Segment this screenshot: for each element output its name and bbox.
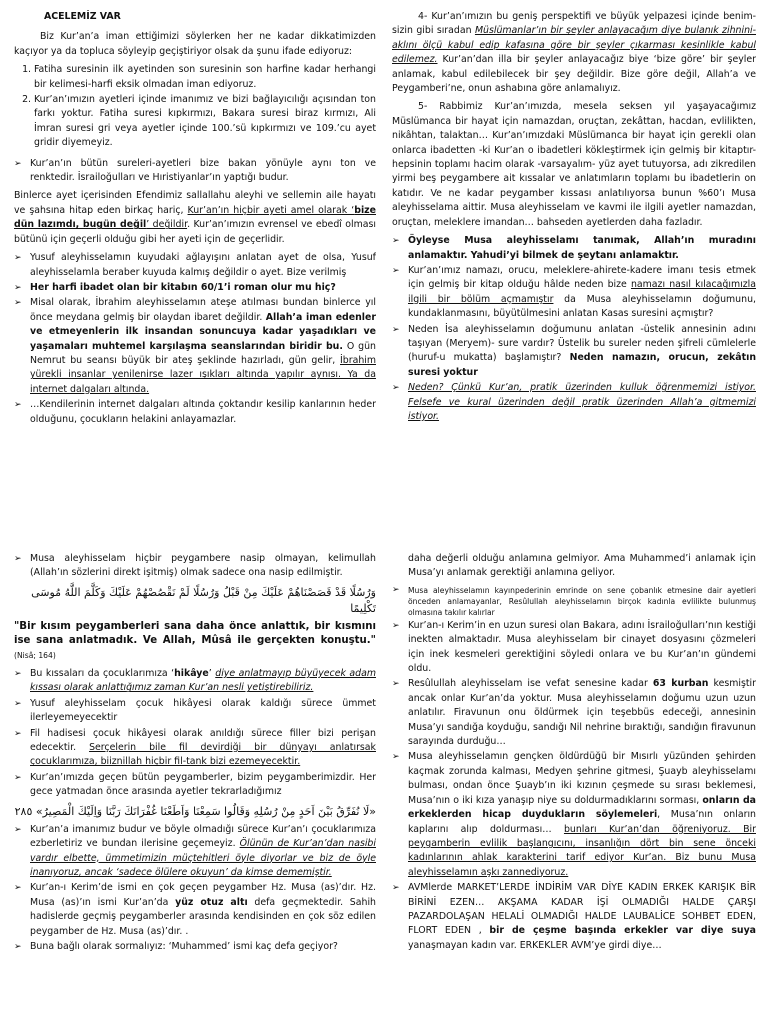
text-run: da Musa aleyhisselamın doğumunu, kundaklanmasını, büyütülmesini anlatan Kasas suresini açmıştır? [408, 293, 756, 320]
list-item [392, 881, 756, 953]
list-item: ➢ Musa aleyhisselamın kayınpederinin emrinde on sene çobanlık etmesine dair ayetleri önceden anlamayanlar, Resûlullah aleyhisselamın birçok kadınla evlilikte bulunmuş olmasına takılır kalırlar [392, 585, 756, 618]
list-item [14, 727, 376, 770]
column-right-bottom [392, 552, 756, 1024]
arrow-list [392, 585, 756, 953]
text-run: Bu kıssaları da çocuklarımıza ‘ [30, 668, 175, 680]
list-item: ➢ Öyleyse Musa aleyhisselamı tanımak, Allah’ın muradını anlamaktır. Yahudi’yi bilmek de şeytanı anlamaktır. [392, 234, 756, 263]
arrow-list [14, 823, 376, 955]
text-run: O gün Nemrut bu seansı büyük bir ateş şeklinde hazırladı, gün gelir, [30, 340, 376, 366]
list-item [392, 750, 756, 880]
list-item: ➢ Her harfi ibadet olan bir kitabın 60/1’i roman olur mu hiç? [14, 281, 376, 295]
bold-text: onların da erkeklerden hicap duydukların [408, 794, 756, 821]
text-run: Neden İsa aleyhisselamın doğumunu anlatan -üstelik annesinin adını taşıyan (Meryem)- sure vardır? Üstelik bu sureler neden şifreli cümlelerle (huruf-u mukatta) başlamıştır? [408, 323, 756, 364]
document-title: ACELEMİZ VAR [44, 11, 121, 22]
text-run: Fil hadisesi çocuk hikâyesi olarak anıldığı sürece filler bizi perişan edecektir. [30, 727, 376, 754]
column-left-top [14, 10, 376, 538]
bold-underlined-text: bize dün lazımdı, bugün değil [14, 204, 376, 231]
list-item: ➢ Yusuf aleyhisselam çocuk hikâyesi olarak kaldığı sürece ümmet ilerleyemeyecektir [14, 697, 376, 726]
bold-text: yüz otuz altı [175, 896, 248, 908]
intro-paragraph: Biz Kur’an’a iman ettiğimizi söylerken her ne kadar dikkatimizden kaçıyor ya da topluca söyleyip geçiştiriyor olsak da şunu ifade ediyoruz: [14, 31, 376, 57]
text-run: Resûlullah aleyhisselam ise vefat senesine kadar [408, 678, 653, 690]
text-run: ’ [208, 668, 216, 680]
text-run: Misal olarak, İbrahim aleyhisselamın ateşe atılması bundan binlerce yıl önce meydana gelmiş bir olaydan ibaret değildir. [30, 297, 376, 323]
text-run: yanaşmayan kadın var. ERKEKLER AVM’ye girdi diye… [408, 939, 662, 951]
underlined-text: Serçelerin bile fil devirdiği bir dünyayı anlatırsak çocuklarımıza, biiznillah hiçbir fil-tank bizi ezemeyecektir. [30, 742, 376, 768]
arrow-list [14, 667, 376, 800]
list-item [392, 677, 756, 749]
list-item: 2. Kur’an’ımızın ayetleri içinde imanımız ve bizi bağlayıcılığı açısından ton farkı yoktur. Fatiha suresi kıpkırmızı, Bakara suresi biraz kırmızı, Ali İmran suresi gri veya ayetler içinde 100.’sü kıpkırmızı ve 109.’cu ayet gridir diyemeyiz. [34, 93, 376, 151]
arabic-verse: وَرُسُلًا قَدْ قَصَصْنَاهُمْ عَلَيْكَ مِنْ قَبْلُ وَرُسُلًا لَمْ نَقْصُصْهُمْ عَلَيْكَ وَكَلَّمَ اللَّهُ مُوسَى تَكْلِيمًا [31, 585, 376, 615]
text-run: kesmiştir ancak onlar Kur’an’da yoktur. Musa aleyhisselamın doğumu uzun uzun anlatılır. Firavunun onu öldürmek için teşebbüs edeceği, annesinin Musa’yı sandığa koyduğu, sandığı Nil nehrine bıraktığı, sandığın firavunun sarayında durduğu… [408, 678, 756, 748]
quote-paragraph [14, 620, 376, 663]
list-item [14, 823, 376, 881]
list-item: ➢ Buna bağlı olarak sormalıyız: ‘Muhammed’ ismi kaç defa geçiyor? [14, 940, 376, 954]
quote-reference: (Nisâ; 164) [14, 650, 56, 660]
underlined-text: İbrahim yürekli insanlar yenilenirse lazer ışıkları altında yapılır aynısı. Ya da internet dalgaları altında. [30, 354, 376, 395]
list-item [14, 881, 376, 939]
text-run: AVMlerde MARKET’LERDE İNDİRİM VAR DİYE KADIN ERKEK KARIŞIK BİR BİRİNİ EZEN… AKŞAMA KADAR İŞİ OLMADIĞI HALDE ÇARŞI PAZARDOLAŞAN HELALİ OLMADIĞI HALDE LAUBALİCE SOHBET EDEN, FLORT EDEN , [408, 882, 756, 937]
italic-underlined-text: Müslümanlar’ın bir şeyler anlayacağım diye bulanık zihnini-aklını ölçü kabul edip kafasına göre bir şeyler çıkarması kesinlikle kabul edilemez. [392, 25, 756, 66]
column-left-bottom [14, 552, 376, 1024]
list-item [14, 667, 376, 696]
italic-underlined-text: diye anlatmayıp büyüyecek adam kıssası olarak anlattığımız zaman Kur’an nesli yetiştirebiliriz. [30, 668, 376, 694]
bold-text: Neden namazın, orucun, zekâtın suresi yoktur [408, 352, 756, 378]
text-run: Musa aleyhisselamın gençken öldürdüğü bir Mısırlı yüzünden şehirden kaçmak zorunda kalması, Medyen şehrine gitmesi, Şuayb aleyhisselamı bulması, ondan önce Şuayb’ın iki kızının çeşmede su sırası beklemesi, Musa’nın o iki kıza yanaşıp niye su doldurmadıklarını sorması, [408, 751, 756, 806]
underlined-text: Kur’an’ın hiçbir ayeti amel olarak ‘ [187, 204, 355, 216]
text-run: Kur’an’a imanımız budur ve böyle olmadığı sürece Kur’an’ı çocuklarımıza ezberletiriz ve bundan ilerisine geçemeyiz. [30, 823, 376, 850]
list-item: 1. Fatiha suresinin ilk ayetinden son suresinin son harfine kadar herhangi bir kelimesi-harfi eksik olmadan iman ediyoruz. [34, 63, 376, 92]
italic-underlined-text: Ölünün de Kur’an’dan nasibi vardır elbette, ümmetimizin müçtehitleri öyle diyorlar ve biz de öyle inanıyoruz, ancak ‘sadece ölülere okuyun’ da kimse dememiştir. [30, 838, 376, 878]
column-right-top [392, 10, 756, 538]
list-item: ➢ Kur’an-ı Kerim’in en uzun suresi olan Bakara, adını İsrailoğulları’nın kestiği inekten almaktadır. Musa aleyhisselam bir cinayet dosyasını çözmeleri için inek kesmeleri gerektiğini söyledi onlara ve bu Kur’an’ın gündemi oldu. [392, 619, 756, 677]
list-item: ➢ Neden? Çünkü Kur’an, pratik üzerinden kulluk öğrenmemizi istiyor. Felsefe ve kural üzerinden değil pratik üzerinden Allah’a gitmemizi istiyor. [392, 381, 756, 424]
numbered-list [14, 63, 376, 150]
bold-text: 63 kurban [652, 678, 709, 690]
bold-text: hikâye [174, 668, 209, 680]
paragraph [14, 189, 376, 247]
paragraph: 5- Rabbimiz Kur’an’ımızda, mesela seksen yıl yaşayacağımız Müslümanca bir hayat için namazdan, oruçtan, zekâttan, hacdan, evlilikten, nikâhtan, talaktan… Kur’an’ımızdaki Müslümanca bir hayat için gerekli olan onlarca ibadetten -ki Kur’an o ibadetleri kökleştirmek için gelmiş bir kitaptır- hepsinin toplamı hacim olarak -varsayalım- yüz ayet tutuyorsa, adı zikredilen yirmi beş peygambere ait kıssalar ve anlatımların toplamı bu ibadetlerin on katıdır. Ve ne kadar peygamber kıssası anlatılıyorsa bunun %60’ı Musa aleyhisselama aittir. Musa aleyhisselam ve kavmi ile ilgili ayetler namazdan, oruçtan, meleklere imandan… bahseden ayetlerden daha fazladır. [392, 101, 756, 228]
text-run: Binlerce ayet içerisinden Efendimiz sallallahu aleyhi ve sellemin aile hayatı ve şahsına hitap eden birkaç hariç, [14, 190, 376, 216]
underlined-text: namazı nasıl kılacağımızla ilgili bir bölüm açmamıştır [408, 279, 756, 305]
text-run: Kur’an-ı Kerim’de ismi en çok geçen peygamber Hz. Musa (as)’dır. Hz. Musa (as)’ın ismi Kur’an’da [30, 882, 376, 908]
text-run: , Musa’nın onların kaplarını alıp doldurması… [408, 809, 756, 835]
text-run: . Kur’an’ımızın evrensel ve ebedî olması bütünü için geçerli olduğu gibi her ayeti için de geçerlidir. [14, 219, 376, 245]
list-item: ➢ Musa aleyhisselam hiçbir peygambere nasip olmayan, kelimullah (Allah’ın sözlerini direkt işitmiş) olmak sadece ona nasip edilmiştir. [14, 552, 376, 581]
paragraph: daha değerli olduğu anlamına gelmiyor. Ama Muhammed’i anlamak için Musa’yı anlamak gerektiği anlamına geliyor. [408, 553, 756, 579]
text-run: Kur’an’dan illa bir şeyler anlayacağız biye ‘bize göre’ bir şeyler anlamak, kabul edilebilecek bir şey değildir. Bize göre değil, Allah’a ve Peygamberi’ne, onun ashabına göre anlamalıyız. [392, 54, 756, 95]
list-item [14, 296, 376, 397]
bold-text: söylemeleri [585, 809, 658, 821]
arrow-list [14, 251, 376, 427]
arrow-list [14, 552, 376, 581]
list-item [392, 323, 756, 381]
arrow-list [392, 234, 756, 424]
arrow-list [14, 157, 376, 186]
list-item: ➢ Kur’an’ımızda geçen bütün peygamberler, bizim peygamberimizdir. Her gece yatmadan önce arasında ayetler tekrarladığımız [14, 771, 376, 800]
list-item: ➢ Yusuf aleyhisselamın kuyudaki ağlayışını anlatan ayet de olsa, Yusuf aleyhisselamla beraber kuyuda kalmış değildir o ayet. Bize verilmiş [14, 251, 376, 280]
bold-text: Allah’a iman edenler ve etmeyenlerin ilk insandan sonuncuya kadar yaşadıkları ve yaşamaları muhtemel karşılaşma seanslarından biridir bu. [30, 311, 376, 352]
list-item: ➢ …Kendilerinin internet dalgaları altında çoktandır kesilip kanlarının heder olduğunu, çocukların helakini anlayamazlar. [14, 398, 376, 427]
text-run: defa geçmektedir. Sahih hadislerde geçmiş peygamberler arasında kendisinden en çok söz edilen peygamber de Hz. Musa (as)’dır. . [30, 896, 376, 937]
underlined-text: bunları Kur’an’dan öğreniyoruz. Bir peygamberin evlilik başlangıcını, insanlığın dört bin sene önceki kadınlarının ahlak karakterini tarif ediyor Kur’an. Biz bunu Musa aleyhisselamın aşkı zannediyoruz. [408, 823, 756, 878]
text-run: 4- Kur’an’ımızın bu geniş perspektifi ve büyük yelpazesi içinde benim-sizin gibi sıradan [392, 11, 756, 37]
bold-quote: "Bir kısım peygamberleri sana daha önce anlattık, bir kısmını ise sana anlatmadık. Ve Allah, Mûsâ ile gerçekten konuştu." [14, 620, 376, 647]
bold-text: bir de çeşme başında erkekler var diye suya [489, 925, 756, 937]
text-run: Kur’an’ımız namazı, orucu, meleklere-ahirete-kadere imanı tesis etmek için gelmiş bir kitap olduğu hâlde neden bize [408, 264, 756, 291]
list-item [392, 264, 756, 322]
list-item: ➢ Kur’an’ın bütün sureleri-ayetleri bize bakan yönüyle aynı ton ve renktedir. İsrailoğulları ve Hıristiyanlar’ın yaptığı budur. [14, 157, 376, 186]
underlined-text: ’ değildir [146, 219, 188, 231]
arabic-verse: «لَا نُفَرِّقُ بَيْنَ اَحَدٍ مِنْ رُسُلِهِ وَقَالُوا سَمِعْنَا وَاَطَعْنَا غُفْرَانَكَ رَبَّنَا وَاِلَيْكَ الْمَصِيرُ» ٢٨٥ [14, 804, 376, 818]
paragraph [392, 10, 756, 96]
